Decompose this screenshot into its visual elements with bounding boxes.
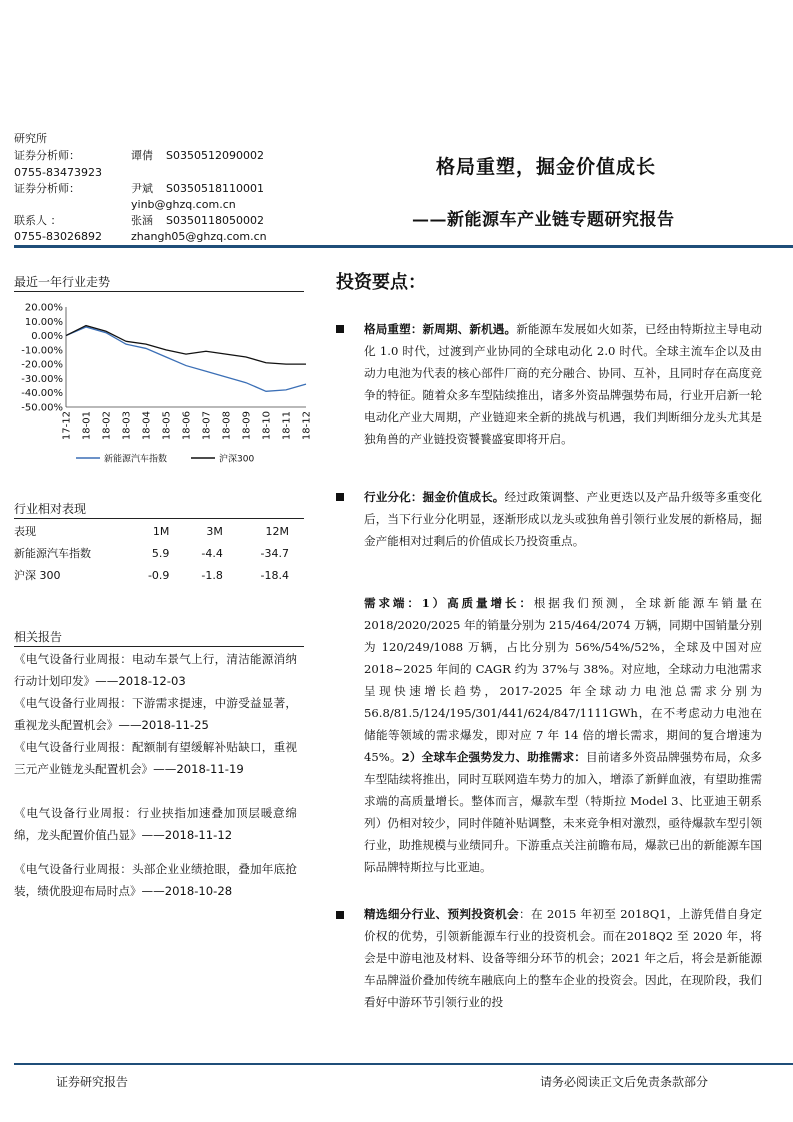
related-report[interactable]: 《电气设备行业周报：行业挟指加速叠加顶层暖意绵绵，龙头配置价值凸显》——2018-11-12 <box>14 806 297 842</box>
x-tick-label: 18-07 <box>201 411 213 441</box>
trend-title: 最近一年行业走势 <box>14 275 111 289</box>
y-tick-label: -30.00% <box>21 373 63 385</box>
perf-title: 行业相对表现 <box>14 502 87 516</box>
legend-label: 沪深300 <box>219 454 255 465</box>
table-header-cell: 1M <box>152 524 170 538</box>
y-tick-label: 0.00% <box>31 331 63 343</box>
bullet-text: 经过政策调整、产业更迭以及产品升级等多重变化后，当下行业分化明显，逐渐形成以龙头或独角兽引领行业发展的新格局，掘金产能相对过剩后的价值成长乃投资重点。 <box>364 490 762 548</box>
table-row <box>14 542 297 564</box>
table-header-cell: 表现 <box>14 525 36 538</box>
table-cell: -0.9 <box>147 568 170 582</box>
related-report[interactable]: 《电气设备行业周报：下游需求提速，中游受益显著，重视龙头配置机会》——2018-11-25 <box>14 696 297 732</box>
analyst-email[interactable]: yinb@ghzq.com.cn <box>131 198 236 211</box>
demand-lead: 需求端：1）高质量增长： <box>364 596 534 610</box>
perf-table <box>14 520 297 586</box>
bullet-paragraph <box>364 486 762 552</box>
analyst-name: 尹斌 <box>131 182 153 195</box>
x-tick-label: 17-12 <box>61 411 73 441</box>
demand-paragraph <box>364 592 762 878</box>
bullet-lead: 精选细分行业、预判投资机会 <box>364 907 520 921</box>
bullet-text: 新能源车发展如火如荼，已经由特斯拉主导电动化 1.0 时代，过渡到产业协同的全球电动化 2.0 时代。全球主流车企以及由动力电池为代表的核心部件厂商的充分融合、协同、互补，且同时存在高度竞争的特征。随着众多车型陆续推出，诸多外资品牌强势布局，行业开启新一轮电动化产业大周期，产业链迎来全新的挑战与机遇，我们判断细分龙头尤其是独角兽的产业链投资饕餮盛宴即将开启。 <box>364 322 762 446</box>
demand-text: 根据我们预测，全球新能源车销量在 2018/2020/2025 年的销量分别为 215/464/2074 万辆，同期中国销量分别为 120/249/1088 万辆，占比分别为 56%/54%/52%，全球及中国对应 2018~2025 年间的 CAGR 约为 37%与 38%。对应地，全球动力电池需求呈现快速增长趋势，2017-2025 年全球动力电池总需求分别为 56.8/81.5/124/195/301/441/624/847/1111GWh，在不考虑动力电池在储能等领域的需求爆发，即对应 7 年 14 倍的增长需求，期间的复合增速为 45%。 <box>364 596 762 764</box>
contact-name: 张涵 <box>131 214 153 227</box>
related-report[interactable]: 《电气设备行业周报：头部企业业绩抢眼，叠加年底抢装，绩优股迎布局时点》——2018-10-28 <box>14 862 297 898</box>
table-row <box>14 564 297 586</box>
x-tick-label: 18-10 <box>261 411 273 441</box>
demand-text-2: 目前诸多外资品牌强势布局，众多车型陆续将推出，同时互联网造车势力的加入，增添了新鲜血液，有望助推需求端的高质量增长。整体而言，爆款车型（特斯拉 Model 3、比亚迪王朝系列）仍相对较少，同时伴随补贴调整，未来竞争相对激烈，亟待爆款车型引领行业，助推规模与业绩同升。下游重点关注前瞻布局，爆款已出的新能源车国际品牌特斯拉与比亚迪。 <box>364 750 762 874</box>
contact-email[interactable]: zhangh05@ghzq.com.cn <box>131 230 267 243</box>
x-tick-label: 18-05 <box>161 411 173 441</box>
x-tick-label: 18-02 <box>101 411 113 441</box>
y-tick-label: 10.00% <box>24 316 63 328</box>
header-divider <box>14 245 793 248</box>
analyst-contact: 0755-83473923 <box>14 166 102 179</box>
bullet-lead: 行业分化：掘金价值成长。 <box>364 490 505 504</box>
bullet-icon <box>336 493 344 501</box>
x-tick-label: 18-11 <box>281 411 293 441</box>
x-tick-label: 18-01 <box>81 411 93 441</box>
analyst-id: S0350512090002 <box>166 149 264 162</box>
y-tick-label: -20.00% <box>21 359 63 371</box>
series-line <box>66 327 306 391</box>
analyst-role: 证券分析师： <box>14 149 80 162</box>
bullet-lead: 格局重塑：新周期、新机遇。 <box>364 322 517 336</box>
table-cell: -18.4 <box>260 568 289 582</box>
bullet-icon <box>336 911 344 919</box>
x-tick-label: 18-06 <box>181 411 193 441</box>
legend-label: 新能源汽车指数 <box>104 454 168 465</box>
y-tick-label: -10.00% <box>21 345 63 357</box>
bullet-text: ：在 2015 年初至 2018Q1，上游凭借自身定价权的优势，引领新能源车行业的投资机会。而在2018Q2 至 2020 年，将会是中游电池及材料、设备等细分环节的机会；2021 年之后，将会是新能源车品牌溢价叠加传统车融底向上的整车企业的投资会。因此，在现阶段，我们看好中游环节引领行业的投 <box>364 907 762 1009</box>
section-heading: 投资要点： <box>336 272 426 293</box>
report-title: 格局重塑，掘金价值成长 <box>436 156 657 178</box>
analyst-id: S0350518110001 <box>166 182 264 195</box>
sidebar-divider <box>14 646 304 647</box>
demand-lead-2: 2）全球车企强势发力、助推需求： <box>401 750 587 764</box>
report-subtitle: ——新能源车产业链专题研究报告 <box>412 210 675 230</box>
y-tick-label: -50.00% <box>21 402 63 414</box>
footer-left: 证券研究报告 <box>56 1075 129 1089</box>
table-cell: 沪深 300 <box>14 569 61 582</box>
contact-role: 联系人 ： <box>14 214 62 227</box>
dept-label: 研究所 <box>14 132 47 145</box>
table-cell: 新能源汽车指数 <box>14 547 91 560</box>
analyst-role: 证券分析师： <box>14 182 80 195</box>
bullet-paragraph <box>364 903 762 1013</box>
x-tick-label: 18-09 <box>241 411 253 441</box>
footer-right: 请务必阅读正文后免责条款部分 <box>540 1075 709 1089</box>
sidebar-divider <box>14 518 304 519</box>
table-cell: -1.8 <box>201 568 223 582</box>
table-header-cell: 12M <box>265 524 289 538</box>
x-tick-label: 18-12 <box>301 411 313 441</box>
reports-title: 相关报告 <box>14 630 63 644</box>
x-tick-label: 18-04 <box>141 411 153 441</box>
x-tick-label: 18-08 <box>221 411 233 441</box>
contact-id: S0350118050002 <box>166 214 264 227</box>
y-tick-label: -40.00% <box>21 388 63 400</box>
sidebar-divider <box>14 291 304 292</box>
bullet-paragraph <box>364 318 762 450</box>
contact-phone: 0755-83026892 <box>14 230 102 243</box>
x-tick-label: 18-03 <box>121 411 133 441</box>
trend-chart <box>14 295 313 470</box>
table-header-cell: 3M <box>206 524 223 538</box>
footer-divider <box>14 1063 793 1065</box>
table-cell: 5.9 <box>151 546 170 560</box>
y-tick-label: 20.00% <box>24 302 63 314</box>
table-cell: -4.4 <box>201 546 223 560</box>
table-row <box>14 520 297 542</box>
table-cell: -34.7 <box>260 546 289 560</box>
related-report[interactable]: 《电气设备行业周报：电动车景气上行，清洁能源消纳行动计划印发》——2018-12-03 <box>14 652 297 688</box>
related-report[interactable]: 《电气设备行业周报：配额制有望缓解补贴缺口，重视三元产业链龙头配置机会》——2018-11-19 <box>14 740 297 776</box>
bullet-icon <box>336 325 344 333</box>
analyst-name: 谭倩 <box>131 149 153 162</box>
